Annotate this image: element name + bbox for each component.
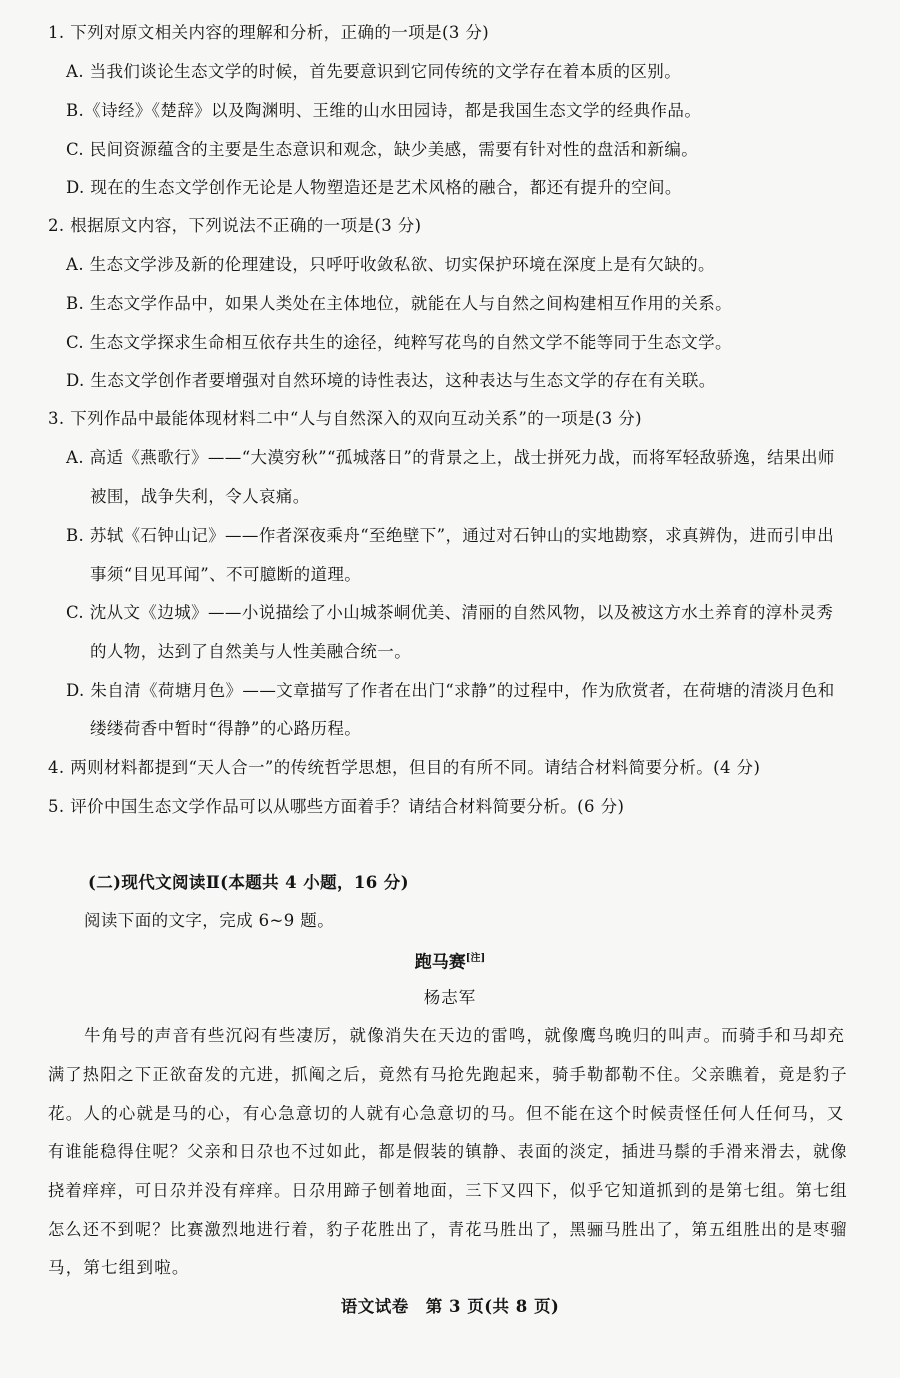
section-heading: (二)现代文阅读Ⅱ(本题共 4 小题，16 分) [88,873,409,892]
page-footer: 语文试卷 第 3 页(共 8 页) [340,1297,560,1316]
paragraph-line-5: 挠着痒痒，可日尕并没有痒痒。日尕用蹄子刨着地面，三下又四下，似乎它知道抓到的是第七组。第七组 [48,1181,848,1200]
question-3-option-b: B. 苏轼《石钟山记》——作者深夜乘舟“至绝壁下”，通过对石钟山的实地勘察，求真辨伪，进而引申出 [66,526,835,545]
question-3-option-a-cont: 被围，战争失利，令人哀痛。 [90,487,310,506]
question-3-option-a: A. 高适《燕歌行》——“大漠穷秋”“孤城落日”的背景之上，战士拼死力战，而将军轻敌骄逸，结果出师 [66,448,835,467]
section-instruction: 阅读下面的文字，完成 6~9 题。 [84,911,335,930]
question-3-option-d-cont: 缕缕荷香中暂时“得静”的心路历程。 [90,719,362,738]
paragraph-line-6: 怎么还不到呢？比赛激烈地进行着，豹子花胜出了，青花马胜出了，黑骊马胜出了，第五组胜出的是枣骝 [48,1220,848,1239]
paragraph-line-2: 满了热阳之下正欲奋发的亢进，抓阄之后，竟然有马抢先跑起来，骑手勒都勒不住。父亲瞧着，竟是豹子 [48,1065,848,1084]
story-note-marker: [注] [465,953,486,964]
question-5-stem: 5. 评价中国生态文学作品可以从哪些方面着手？请结合材料简要分析。(6 分) [48,797,625,816]
question-2-option-d: D. 生态文学创作者要增强对自然环境的诗性表达，这种表达与生态文学的存在有关联。 [66,371,716,390]
paragraph-line-1: 牛角号的声音有些沉闷有些凄厉，就像消失在天边的雷鸣，就像鹰鸟晚归的叫声。而骑手和马却充 [84,1026,846,1045]
question-4-stem: 4. 两则材料都提到“天人合一”的传统哲学思想，但目的有所不同。请结合材料简要分析。(4 分) [48,758,761,777]
question-3-option-c: C. 沈从文《边城》——小说描绘了小山城茶峒优美、清丽的自然风物，以及被这方水土养育的淳朴灵秀 [66,603,834,622]
question-2-option-b: B. 生态文学作品中，如果人类处在主体地位，就能在人与自然之间构建相互作用的关系。 [66,294,733,313]
question-3-option-c-cont: 的人物，达到了自然美与人性美融合统一。 [90,642,412,661]
question-1-stem: 1. 下列对原文相关内容的理解和分析，正确的一项是(3 分) [48,23,490,42]
story-title-text: 跑马赛 [414,952,466,973]
paragraph-line-7: 马，第七组到啦。 [48,1258,190,1277]
question-3-stem: 3. 下列作品中最能体现材料二中“人与自然深入的双向互动关系”的一项是(3 分) [48,409,642,428]
story-author: 杨志军 [423,988,477,1007]
question-2-stem: 2. 根据原文内容，下列说法不正确的一项是(3 分) [48,216,422,235]
paragraph-line-3: 花。人的心就是马的心，有心急意切的人就有心急意切的马。但不能在这个时候责怪任何人任何马，又 [48,1104,845,1123]
question-2-option-c: C. 生态文学探求生命相互依存共生的途径，纯粹写花鸟的自然文学不能等同于生态文学。 [66,333,732,352]
question-1-option-a: A. 当我们谈论生态文学的时候，首先要意识到它同传统的文学存在着本质的区别。 [66,62,682,81]
question-2-option-a: A. 生态文学涉及新的伦理建设，只呼吁收敛私欲、切实保护环境在深度上是有欠缺的。 [66,255,715,274]
question-1-option-b: B.《诗经》《楚辞》以及陶渊明、王维的山水田园诗，都是我国生态文学的经典作品。 [66,101,702,120]
question-1-option-d: D. 现在的生态文学创作无论是人物塑造还是艺术风格的融合，都还有提升的空间。 [66,178,682,197]
question-1-option-c: C. 民间资源蕴含的主要是生态意识和观念，缺少美感，需要有针对性的盘活和新编。 [66,140,699,159]
paragraph-line-4: 有谁能稳得住呢？父亲和日尕也不过如此，都是假装的镇静、表面的淡定，插进马鬃的手滑来滑去，就像 [48,1142,848,1161]
question-3-option-d: D. 朱自清《荷塘月色》——文章描写了作者在出门“求静”的过程中，作为欣赏者，在荷塘的清淡月色和 [66,681,835,700]
story-title [0,948,900,974]
question-3-option-b-cont: 事须“目见耳闻”、不可臆断的道理。 [90,565,362,584]
